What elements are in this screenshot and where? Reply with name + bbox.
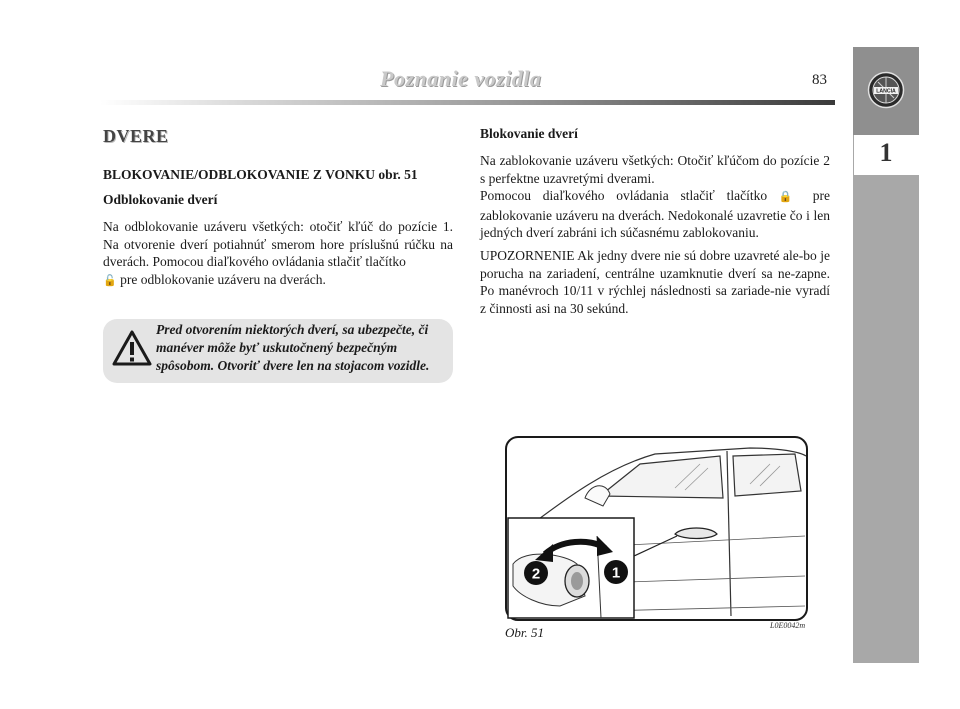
page-number: 83 bbox=[812, 72, 827, 88]
note-paragraph: UPOZORNENIE Ak jedny dvere nie sú dobre uzavreté ale-bo je porucha na zariadení, centrálne uzamknutie dverí sa ne-zapne. Po manévroch 10/11 v rýchlej následnosti sa zariade-nie vyradí z činnosti asi na 30 sekúnd. bbox=[480, 248, 830, 316]
car-door-illustration bbox=[505, 436, 808, 621]
unlock-text-part1: Na odblokovanie uzáveru všetkých: otočiť kľúč do pozície 1. Na otvorenie dverí potiahnúť smerom hore príslušnú rúčku na dverách. Pomocou diaľkového ovládania stlačiť tlačítko bbox=[103, 219, 453, 269]
lock-text-1: Na zablokovanie uzáveru všetkých: Otočiť kľúčom do pozície 2 s perfektne uzavretými dverami. bbox=[480, 153, 830, 186]
warning-triangle-icon bbox=[112, 330, 152, 366]
lock-text-3: pre zablokovanie uzáveru na dverách. Nedokonalé uzavretie čo i len jedných dverí zabráni ich súčasnému zablokovaniu. bbox=[480, 188, 830, 240]
figure-code: L0E0042m bbox=[770, 621, 806, 630]
lock-paragraph bbox=[480, 152, 830, 242]
unlock-title: Odblokovanie dverí bbox=[103, 192, 218, 207]
svg-text:LANCIA: LANCIA bbox=[876, 88, 896, 95]
page-header-title: Poznanie vozidla bbox=[380, 66, 542, 91]
callout-1-label: 1 bbox=[611, 564, 621, 582]
section-heading: DVERE bbox=[103, 126, 169, 146]
lock-title: Blokovanie dverí bbox=[480, 126, 578, 141]
unlock-paragraph bbox=[103, 218, 453, 290]
subheading: BLOKOVANIE/ODBLOKOVANIE Z VONKU obr. 51 bbox=[103, 167, 418, 182]
figure-caption: Obr. 51 bbox=[505, 625, 545, 640]
callout-2-label: 2 bbox=[531, 565, 541, 583]
padlock-icon: 🔒 bbox=[778, 191, 801, 203]
lancia-logo-icon bbox=[867, 71, 905, 109]
header-rule bbox=[100, 100, 835, 105]
warning-text: Pred otvorením niektorých dverí, sa ubezpečte, či manéver môže byť uskutočnený bezpečným spôsobom. Otvoriť dvere len na stojacom vozidle. bbox=[156, 322, 430, 373]
padlock-open-icon: 🔓 bbox=[103, 274, 117, 287]
unlock-text-part2: pre odblokovanie uzáveru na dverách. bbox=[116, 271, 326, 287]
chapter-number: 1 bbox=[879, 138, 893, 167]
lock-text-2: Pomocou diaľkového ovládania stlačiť tlačítko bbox=[480, 188, 768, 203]
